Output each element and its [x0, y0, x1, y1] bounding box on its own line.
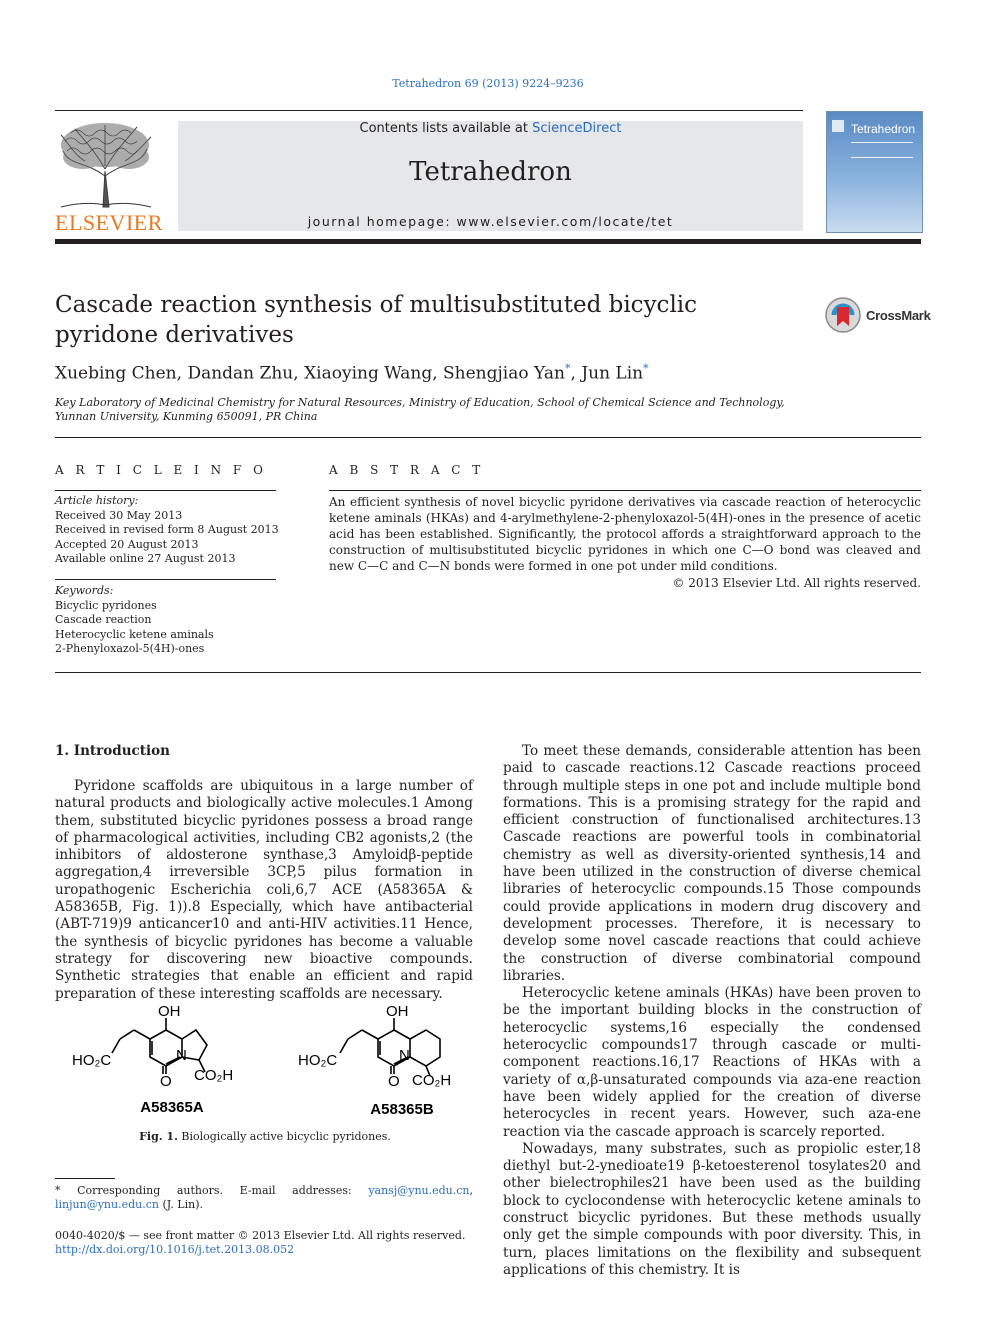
cover-text-lines [851, 142, 913, 158]
abstract-text: An efficient synthesis of novel bicyclic pyridone derivatives via cascade reaction of heterocyclic ketene aminals (HKAs) and 4-arylmethylene-2-phenyloxazol-5(4H)-ones in the presence of acetic acid has been established. Significantly, the protocol affords a straightforward approach to the construction of multisubstituted bicyclic pyridones in which one C—O bond was cleaved and new C—C and C—N bonds were formed in one pot under mild conditions. [329, 495, 921, 573]
elsevier-wordmark: ELSEVIER [55, 210, 163, 235]
piperidine-ring-b [410, 1030, 440, 1066]
journal-cover-thumbnail [826, 111, 923, 233]
homepage-link[interactable]: www.elsevier.com/locate/tet [456, 214, 674, 229]
header-bottom-rule [55, 239, 921, 244]
history-item: Received in revised form 8 August 2013 [55, 523, 279, 536]
abstract-copyright: © 2013 Elsevier Ltd. All rights reserved. [672, 576, 921, 590]
doi-link[interactable]: http://dx.doi.org/10.1016/j.tet.2013.08.052 [55, 1243, 295, 1256]
atom-label-co2h: CO₂H [194, 1067, 234, 1084]
affiliation: Key Laboratory of Medicinal Chemistry for Natural Resources, Ministry of Education, School of Chemical Science and Technology, Yunnan University, Kunming 650091, PR China [55, 396, 785, 423]
sciencedirect-link[interactable]: ScienceDirect [532, 121, 622, 136]
right-column [503, 743, 921, 1279]
elsevier-tree-logo [55, 121, 155, 209]
atom-label-o: O [160, 1073, 172, 1090]
atom-label-n: N [176, 1047, 187, 1064]
abstract-rule [329, 490, 921, 491]
keyword: Heterocyclic ketene aminals [55, 627, 214, 641]
affiliation-rule [55, 437, 921, 438]
paragraph: Pyridone scaffolds are ubiquitous in a large number of natural products and biologically active molecules.1 Among them, substituted bicyclic pyridones possess a broad range of pharmacological activities, including CB2 agonists,2 (the inhibitors of aldosterone synthase,3 Amyloidβ-peptide aggregation,4 irreversible 3CP,5 pilus formation in uropathogenic Escherichia coli,6,7 ACE (A58365A & A58365B, Fig. 1)).8 Especially, which have antibacterial (ABT-719)9 anticancer10 and anti-HIV activities.11 Hence, the synthesis of bicyclic pyridones has become a valuable strategy for discovering new bioactive compounds. Synthetic strategies that enable an efficient and rapid preparation of these interesting scaffolds are necessary. [55, 778, 473, 1002]
crossmark-icon[interactable] [824, 296, 862, 334]
footnote-text: * Corresponding authors. E-mail addresses: [55, 1184, 369, 1197]
contents-line: Contents lists available at ScienceDirect [359, 121, 622, 136]
keywords-rule [55, 579, 276, 580]
cover-title: Tetrahedron [851, 122, 916, 136]
atom-label-ho2c: HO₂C [72, 1052, 112, 1069]
compound-label-a58365b: A58365B [370, 1101, 434, 1118]
email-link[interactable]: linjun@ynu.edu.cn [55, 1198, 159, 1211]
history-item: Available online 27 August 2013 [55, 552, 236, 565]
keyword: 2-Phenyloxazol-5(4H)-ones [55, 642, 205, 655]
history-label: Article history: [55, 494, 139, 507]
author: Xuebing Chen [55, 363, 177, 384]
article-history [55, 494, 285, 567]
history-item: Received 30 May 2013 [55, 508, 183, 522]
keyword: Cascade reaction [55, 613, 152, 626]
compound-label-a58365a: A58365A [140, 1099, 204, 1116]
article-info-rule [55, 490, 276, 491]
paragraph: Heterocyclic ketene aminals (HKAs) have been proven to be the important building blocks in the construction of heterocyclic systems,16 especially the condensed heterocyclic compounds17 through cascade or multi-component reactions.16,17 Reactions of HKAs with a variety of α,β-unsaturated compounds via aza-ene reaction have been widely applied for the creation of diverse heterocycles in recent years. However, such aza-ene reaction via the cascade approach is scarcely reported. [503, 985, 921, 1140]
corresponding-mark[interactable]: * [643, 362, 649, 375]
footnote-rule [55, 1178, 115, 1179]
author: Shengjiao Yan [443, 363, 565, 384]
article-info-heading: A R T I C L E I N F O [55, 463, 267, 477]
paragraph: Nowadays, many substrates, such as propiolic ester,18 diethyl but-2-ynedioate19 β-ketoesterenol tosylates20 and other bielectrophiles21 have been used as the building block to cyclocondense with heterocyclic ketene aminals to construct bicyclic pyridones. But these methods usually only get the simple compounds with poor diversity. This, in turn, places limitations on the flexibility and subsequent applications of this chemistry. It is [503, 1140, 921, 1278]
keywords-label: Keywords: [55, 584, 114, 597]
chemical-structures [60, 1000, 470, 1125]
left-column-paragraph [55, 778, 473, 1003]
figure-caption [55, 1130, 475, 1143]
abstract-heading: A B S T R A C T [329, 463, 485, 477]
caption-label: Fig. 1. [139, 1130, 178, 1143]
atom-label-n: N [399, 1047, 410, 1064]
header-top-rule [55, 110, 803, 111]
atom-label-o: O [388, 1073, 400, 1090]
atom-label-ho2c: HO₂C [298, 1052, 338, 1069]
email-link[interactable]: yansj@ynu.edu.cn [368, 1184, 470, 1197]
corresponding-mark[interactable]: * [565, 362, 571, 375]
atom-label-oh: OH [386, 1003, 409, 1020]
article-title: Cascade reaction synthesis of multisubstituted bicyclic pyridone derivatives [55, 292, 698, 348]
section-title-introduction: 1. Introduction [55, 743, 170, 759]
front-matter-rule [55, 672, 921, 673]
issn-line: 0040-4020/$ — see front matter © 2013 Elsevier Ltd. All rights reserved. [55, 1229, 466, 1242]
author-list: Xuebing Chen, Dandan Zhu, Xiaoying Wang, Shengjiao Yan*, Jun Lin* [55, 362, 649, 384]
keywords [55, 584, 285, 657]
author: Xiaoying Wang [304, 363, 433, 384]
journal-banner [178, 121, 803, 231]
journal-name: Tetrahedron [409, 157, 572, 187]
journal-citation[interactable]: Tetrahedron 69 (2013) 9224–9236 [392, 77, 584, 90]
crossmark-label[interactable]: CrossMark [866, 308, 931, 323]
caption-text: Biologically active bicyclic pyridones. [177, 1130, 391, 1143]
author: Jun Lin [581, 363, 644, 384]
atom-label-oh: OH [158, 1003, 181, 1020]
figure-1 [60, 1000, 470, 1125]
author: Dandan Zhu [187, 363, 294, 384]
cover-icon [832, 120, 844, 132]
keyword: Bicyclic pyridones [55, 598, 157, 612]
journal-homepage: journal homepage: www.elsevier.com/locate/tet [307, 214, 674, 229]
paragraph: To meet these demands, considerable attention has been paid to cascade reactions.12 Cascade reactions proceed through multiple steps in one pot and include multiple bond formations. This is a promising strategy for the rapid and efficient construction of functionalised architectures.13 Cascade reactions are powerful tools in combinatorial chemistry as well as diversity-oriented synthesis,14 and have been utilized in the construction of diverse chemical libraries of heterocyclic compounds.15 Those compounds could provide applications in modern drug discovery and development processes. Therefore, it is necessary to develop some novel cascade reactions that could achieve the construction of diverse combinatorial compound libraries. [503, 743, 921, 984]
atom-label-co2h: CO₂H [412, 1072, 452, 1089]
corresponding-footnote: * Corresponding authors. E-mail addresses: yansj@ynu.edu.cn, linjun@ynu.edu.cn (J. Lin). [55, 1184, 473, 1211]
front-matter [55, 1229, 465, 1257]
history-item: Accepted 20 August 2013 [55, 537, 199, 551]
